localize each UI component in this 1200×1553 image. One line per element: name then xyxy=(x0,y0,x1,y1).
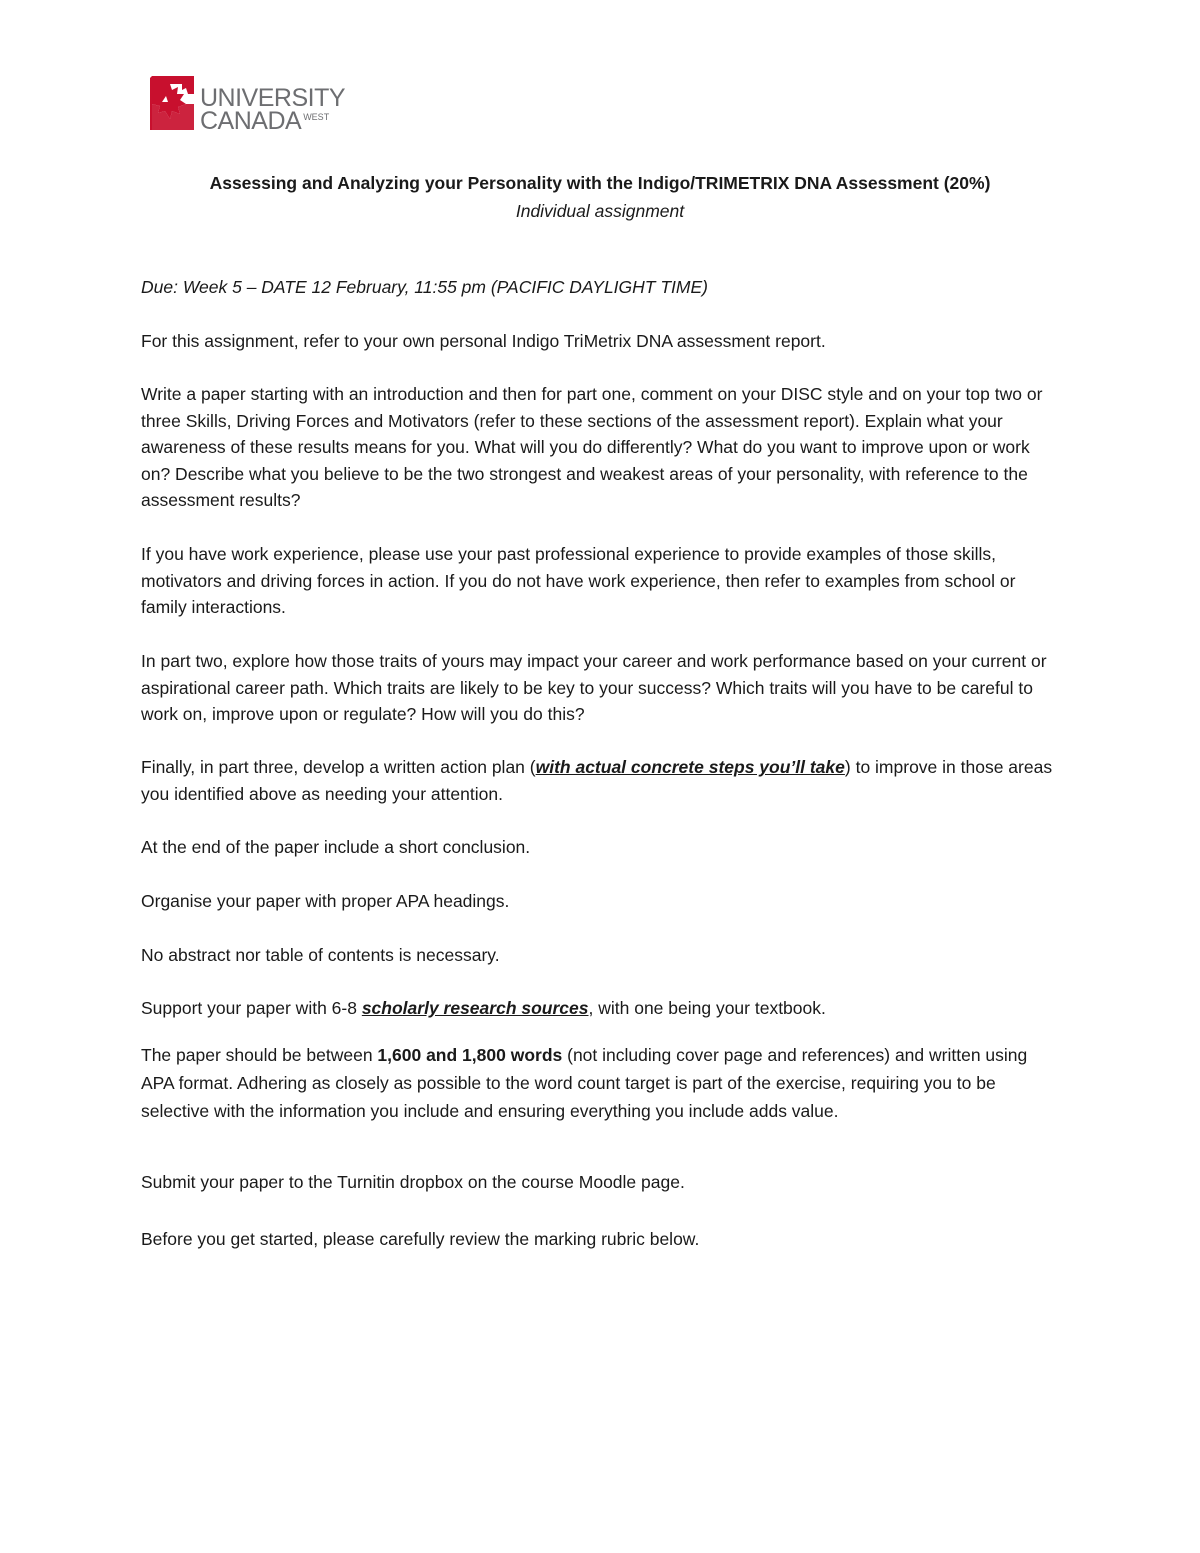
logo-canada-text: CANADA xyxy=(200,107,302,135)
paragraph-part-two: In part two, explore how those traits of yours may impact your career and work performance based on your current or aspirational career path. Which traits are likely to be key to your success? Which traits will you have to be careful to work on, improve upon or regulate? How will you do this? xyxy=(141,651,1047,724)
paragraph-work-experience: If you have work experience, please use your past professional experience to provide examples of those skills, motivators and driving forces in action. If you do not have work experience, then refer to examples from school or family interactions. xyxy=(141,544,1016,617)
part-three-text-end: ) to improve in those areas you identified above as needing your attention. xyxy=(141,757,1053,804)
paragraph-conclusion: At the end of the paper include a short conclusion. xyxy=(141,837,531,857)
concrete-steps-emphasis: with actual concrete steps you’ll take xyxy=(535,757,845,777)
paragraph-part-one: Write a paper starting with an introduction and then for part one, comment on your DISC style and on your top two or three Skills, Driving Forces and Motivators (refer to these sections of the assessment report). Explain what your awareness of these results means for you. What will you do differently? What do you want to improve upon or work on? Describe what you believe to be the two strongest and weakest areas of your personality, with reference to the assessment results? xyxy=(141,384,1043,510)
paragraph-apa-headings: Organise your paper with proper APA headings. xyxy=(141,891,510,911)
sources-text-end: , with one being your textbook. xyxy=(588,998,826,1018)
sources-text-start: Support your paper with 6-8 xyxy=(141,998,362,1018)
paragraph-submit: Submit your paper to the Turnitin dropbox on the course Moodle page. xyxy=(141,1172,685,1192)
paragraph-intro: For this assignment, refer to your own personal Indigo TriMetrix DNA assessment report. xyxy=(141,331,826,351)
scholarly-sources-emphasis: scholarly research sources xyxy=(361,998,589,1018)
assignment-subtitle: Individual assignment xyxy=(515,201,685,221)
word-count-text-start: The paper should be between xyxy=(141,1045,378,1065)
paragraph-word-count xyxy=(141,1041,1061,1125)
paragraph-rubric: Before you get started, please carefully review the marking rubric below. xyxy=(141,1229,700,1249)
paragraph-no-abstract: No abstract nor table of contents is necessary. xyxy=(141,945,500,965)
logo-west-text: WEST xyxy=(303,111,330,122)
part-three-text-start: Finally, in part three, develop a written action plan ( xyxy=(141,757,536,777)
logo-line-canada xyxy=(200,109,345,134)
paragraph-part-three xyxy=(141,754,1061,807)
assignment-title: Assessing and Analyzing your Personality with the Indigo/TRIMETRIX DNA Assessment (20%) xyxy=(209,173,991,193)
paragraph-sources xyxy=(141,995,1061,1022)
maple-leaf-logo-icon xyxy=(148,74,198,132)
logo-line-university: UNIVERSITY xyxy=(200,84,346,112)
word-count-emphasis: 1,600 and 1,800 words xyxy=(377,1045,563,1065)
logo-wordmark xyxy=(200,86,345,134)
university-logo xyxy=(148,74,348,134)
due-date: Due: Week 5 – DATE 12 February, 11:55 pm (PACIFIC DAYLIGHT TIME) xyxy=(141,277,708,297)
word-count-text-end: (not including cover page and references) and written using APA format. Adhering as closely as possible to the word count target is part of the exercise, requiring you to be selective with the information you include and ensuring everything you include adds value. xyxy=(141,1045,1028,1121)
